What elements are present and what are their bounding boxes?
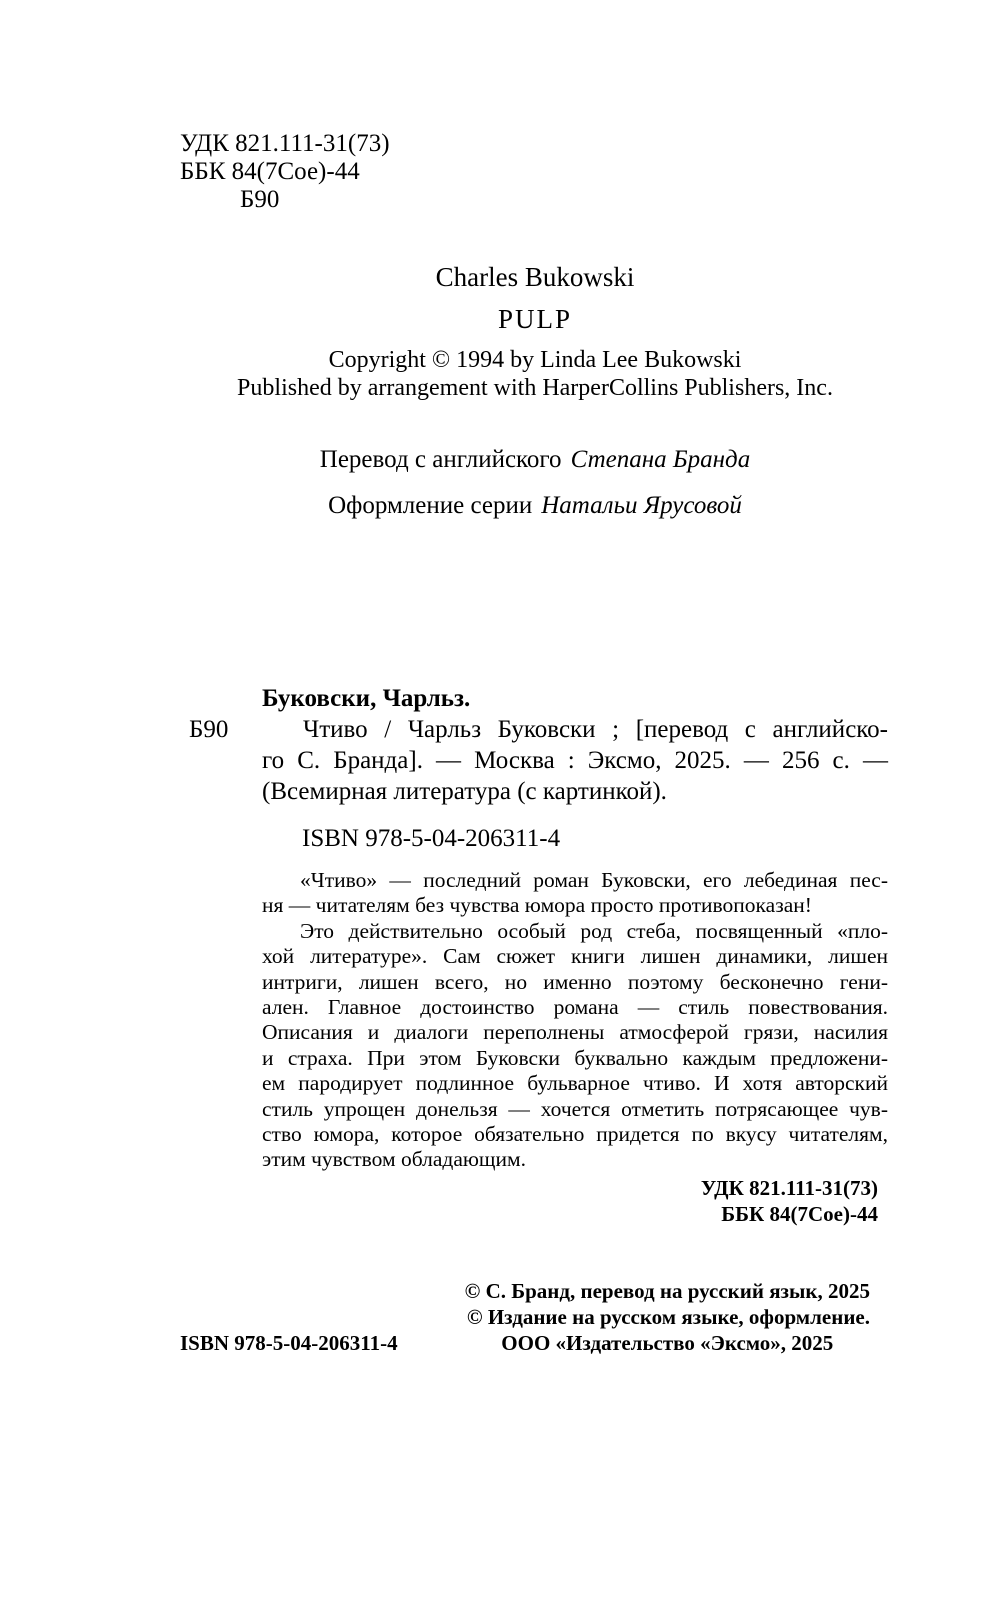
author-sign-code: Б90: [240, 186, 280, 213]
annotation-line: ален. Главное достоинство романа — стиль повествования.: [262, 995, 888, 1020]
translation-label: Перевод с английского: [319, 446, 562, 473]
copyright-edition: © Издание на русском языке, оформление.: [466, 1305, 870, 1329]
catalog-line: (Всемирная литература (с картинкой).: [262, 778, 667, 805]
copyright-line: Copyright © 1994 by Linda Lee Bukowski: [328, 347, 742, 373]
top-classification-codes: [180, 130, 390, 214]
annotation-line: стиль упрощен донельзя — хочется отметить потрясающее чув-: [262, 1096, 888, 1121]
annotation-line: Описания и диалоги переполнены атмосферой грязи, насилия: [262, 1020, 888, 1045]
translation-credit: [180, 445, 890, 475]
annotation-line: ем пародирует подлинное бульварное чтиво. И хотя авторский: [262, 1071, 888, 1096]
annotation-line: интриги, лишен всего, но именно поэтому бесконечно гени-: [262, 969, 888, 994]
translator-name: Степана Бранда: [570, 446, 751, 473]
publisher-line: ООО «Издательство «Эксмо», 2025: [501, 1331, 834, 1355]
catalog-author-entry: Буковски, Чарльз.: [262, 685, 471, 712]
annotation-line: хой литературе». Сам сюжет книги лишен динамики, лишен: [262, 944, 888, 969]
annotation-line: Это действительно особый род стеба, посвященный «пло-: [300, 918, 888, 943]
isbn-catalog: ISBN 978-5-04-206311-4: [302, 825, 561, 852]
original-title-block: [180, 262, 890, 402]
original-author: Charles Bukowski: [435, 262, 635, 292]
design-label: Оформление серии: [328, 492, 533, 519]
catalog-line: Чтиво / Чарльз Буковски ; [перевод с английско-: [303, 716, 888, 743]
isbn-bottom: ISBN 978-5-04-206311-4: [180, 1331, 398, 1355]
catalog-line: го С. Бранда]. — Москва : Эксмо, 2025. — 256 с. —: [262, 747, 888, 774]
bottom-classification-codes: [180, 1176, 878, 1227]
bbk-code-bold: ББК 84(7Сое)-44: [721, 1201, 878, 1226]
catalog-record: [262, 683, 888, 807]
annotation-line: и страха. При этом Буковски буквально каждым предложени-: [262, 1045, 888, 1070]
copyright-block: [465, 1278, 870, 1356]
annotation-line: ня — читателям без чувства юмора просто противопоказан!: [262, 893, 812, 918]
annotation-line: этим чувством обладающим.: [262, 1147, 526, 1172]
designer-name: Натальи Ярусовой: [541, 492, 742, 519]
udk-code-bold: УДК 821.111-31(73): [700, 1176, 878, 1200]
annotation-line: ство юмора, которое обязательно придется по вкусу читателям,: [262, 1122, 888, 1147]
bbk-code: ББК 84(7Сое)-44: [180, 158, 360, 185]
credits-block: [180, 445, 890, 521]
design-credit: [180, 491, 890, 521]
arrangement-line: Published by arrangement with HarperCollins Publishers, Inc.: [237, 375, 833, 401]
catalog-code: Б90: [189, 716, 229, 743]
copyright-translation: © С. Бранд, перевод на русский язык, 2025: [464, 1279, 870, 1303]
udk-code: УДК 821.111-31(73): [180, 130, 390, 157]
annotation-line: «Чтиво» — последний роман Буковски, его лебединая пес-: [300, 868, 888, 892]
annotation-block: [262, 868, 888, 1173]
original-title: PULP: [497, 304, 573, 334]
